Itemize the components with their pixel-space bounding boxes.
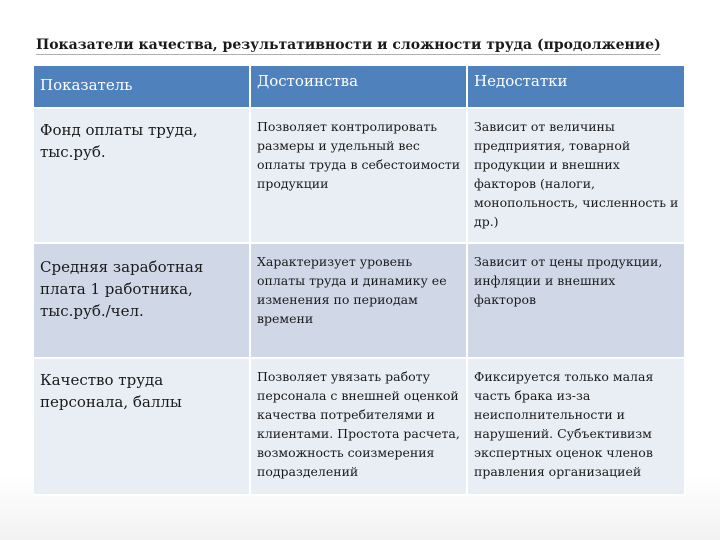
page-title: Показатели качества, результативности и сложности труда (продолжение) (36, 37, 661, 53)
table-row-3-indicator: Качество труда персонала, баллы (34, 359, 251, 496)
table-row-1-disadvantages: Зависит от величины предприятия, товарной продукции и внешних факторов (налоги, монопольность, численность и др.) (468, 109, 686, 244)
table-row-2-indicator: Средняя заработная плата 1 работника, тыс.руб./чел. (34, 244, 251, 359)
table-row-2-advantages: Характеризует уровень оплаты труда и динамику ее изменения по периодам времени (251, 244, 468, 359)
header-advantages: Достоинства (251, 66, 468, 109)
table-row-3-advantages: Позволяет увязать работу персонала с внешней оценкой качества потребителями и клиентами. Простота расчета, возможность соизмерения подразделений (251, 359, 468, 496)
table-row-2-disadvantages: Зависит от цены продукции, инфляции и внешних факторов (468, 244, 686, 359)
header-indicator: Показатель (34, 66, 251, 109)
table-row-1-advantages: Позволяет контролировать размеры и удельный вес оплаты труда в себестоимости продукции (251, 109, 468, 244)
table-row-3-disadvantages: Фиксируется только малая часть брака из-за неисполнительности и нарушений. Субъективизм экспертных оценок членов правления организацией (468, 359, 686, 496)
table-row-1-indicator: Фонд оплаты труда, тыс.руб. (34, 109, 251, 244)
comparison-table (34, 66, 686, 496)
header-disadvantages: Недостатки (468, 66, 686, 109)
